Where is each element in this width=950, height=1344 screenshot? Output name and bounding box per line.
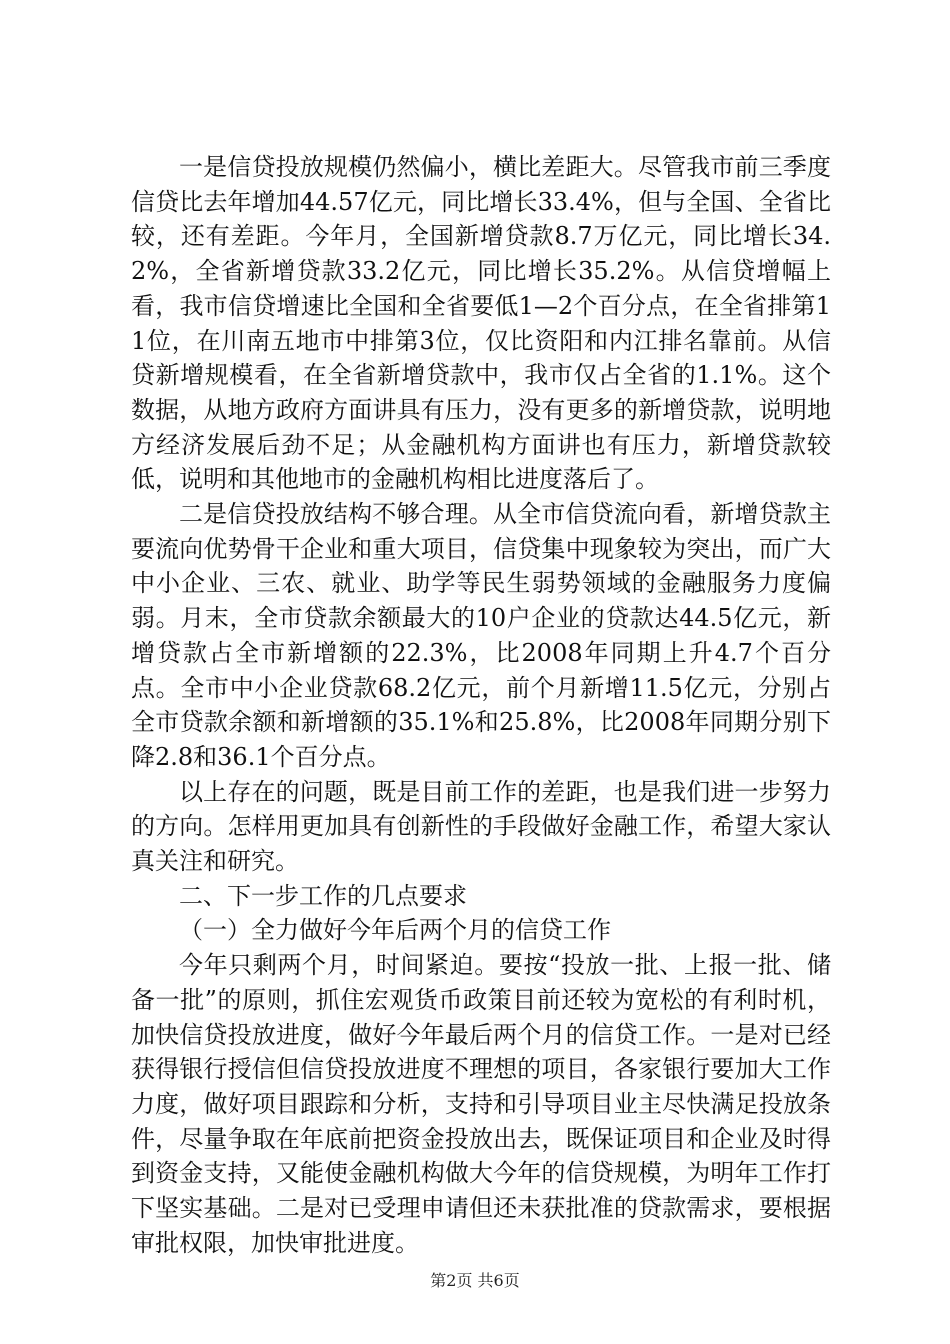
paragraph-credit-scale: 一是信贷投放规模仍然偏小，横比差距大。尽管我市前三季度信贷比去年增加44.57亿元，同比增长33.4%，但与全国、全省比较，还有差距。今年月，全国新增贷款8.7万亿元，同比增长34.2%，全省新增贷款33.2亿元，同比增长35.2%。从信贷增幅上看，我市信贷增速比全国和全省要低1—2个百分点，在全省排第11位，在川南五地市中排第3位，仅比资阳和内江排名靠前。从信贷新增规模看，在全省新增贷款中，我市仅占全省的1.1%。这个数据，从地方政府方面讲具有压力，没有更多的新增贷款，说明地方经济发展后劲不足；从金融机构方面讲也有压力，新增贷款较低，说明和其他地市的金融机构相比进度落后了。 [131,153,831,494]
section-heading: 二、下一步工作的几点要求 [179,881,467,910]
paragraph-credit-structure: 二是信贷投放结构不够合理。从全市信贷流向看，新增贷款主要流向优势骨干企业和重大项目，信贷集中现象较为突出，而广大中小企业、三农、就业、助学等民生弱势领域的金融服务力度偏弱。月末，全市贷款余额最大的10户企业的贷款达44.5亿元，新增贷款占全市新增额的22.3%，比2008年同期上升4.7个百分点。全市中小企业贷款68.2亿元，前个月新增11.5亿元，分别占全市贷款余额和新增额的35.1%和25.8%，比2008年同期分别下降2.8和36.1个百分点。 [131,500,831,771]
subsection-heading: （一）全力做好今年后两个月的信贷工作 [179,916,611,945]
page-footer: 第2页 共6页 [430,1271,520,1290]
paragraph-problems-summary: 以上存在的问题，既是目前工作的差距，也是我们进一步努力的方向。怎样用更加具有创新性的手段做好金融工作，希望大家认真关注和研究。 [131,777,831,876]
document-body [131,150,831,1261]
paragraph-remaining-months: 今年只剩两个月，时间紧迫。要按“投放一批、上报一批、储备一批”的原则，抓住宏观货币政策目前还较为宽松的有利时机，加快信贷投放进度，做好今年最后两个月的信贷工作。一是对已经获得银行授信但信贷投放进度不理想的项目，各家银行要加大工作力度，做好项目跟踪和分析，支持和引导项目业主尽快满足投放条件，尽量争取在年底前把资金投放出去，既保证项目和企业及时得到资金支持，又能使金融机构做大今年的信贷规模，为明年工作打下坚实基础。二是对已受理申请但还未获批准的贷款需求，要根据审批权限，加快审批进度。 [131,951,831,1257]
